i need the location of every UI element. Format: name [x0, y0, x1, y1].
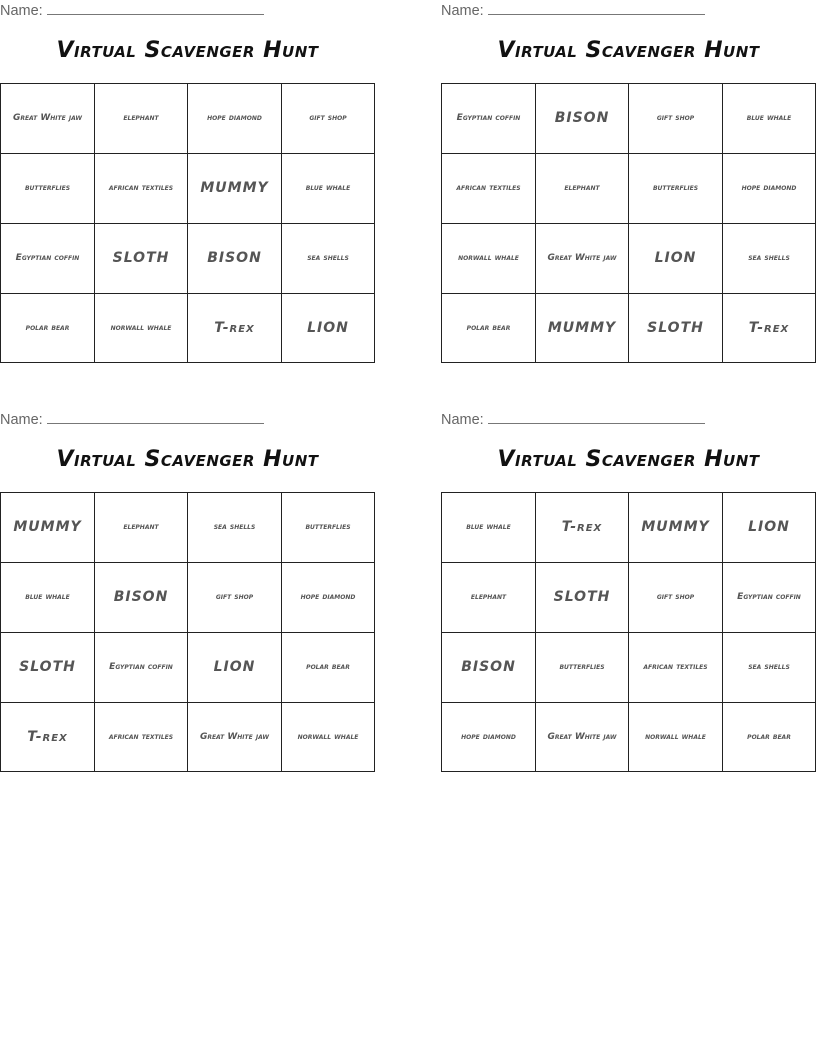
grid-cell: T-rex	[1, 703, 95, 772]
name-label: Name:	[441, 412, 484, 428]
grid-cell: hope diamond	[442, 703, 536, 772]
grid-cell: LION	[282, 294, 375, 363]
bingo-grid	[441, 83, 816, 363]
grid-cell: Great White jaw	[536, 703, 629, 772]
grid-cell: MUMMY	[188, 154, 282, 224]
name-blank[interactable]	[488, 2, 705, 15]
card-title: Virtual Scavenger Hunt	[56, 38, 319, 63]
grid-cell: BISON	[536, 84, 629, 154]
card-title: Virtual Scavenger Hunt	[497, 447, 760, 472]
grid-cell: blue whale	[723, 84, 816, 154]
grid-cell: hope diamond	[282, 563, 375, 633]
grid-cell: norwall whale	[442, 224, 536, 294]
grid-cell: SLOTH	[536, 563, 629, 633]
grid-cell: sea shells	[188, 493, 282, 563]
grid-cell: Great White jaw	[536, 224, 629, 294]
grid-cell: Egyptian coffin	[95, 633, 188, 703]
grid-cell: MUMMY	[536, 294, 629, 363]
grid-cell: T-rex	[188, 294, 282, 363]
grid-cell: BISON	[95, 563, 188, 633]
grid-cell: butterflies	[536, 633, 629, 703]
grid-cell: LION	[723, 493, 816, 563]
name-label: Name:	[441, 3, 484, 19]
grid-cell: african textiles	[95, 154, 188, 224]
name-line	[441, 411, 705, 428]
grid-cell: african textiles	[442, 154, 536, 224]
grid-cell: Egyptian coffin	[442, 84, 536, 154]
grid-cell: polar bear	[1, 294, 95, 363]
grid-cell: african textiles	[95, 703, 188, 772]
grid-cell: MUMMY	[629, 493, 723, 563]
grid-cell: gift shop	[629, 563, 723, 633]
grid-cell: butterflies	[629, 154, 723, 224]
grid-cell: sea shells	[282, 224, 375, 294]
card-title: Virtual Scavenger Hunt	[56, 447, 319, 472]
grid-cell: elephant	[536, 154, 629, 224]
grid-cell: gift shop	[282, 84, 375, 154]
grid-cell: norwall whale	[95, 294, 188, 363]
grid-cell: SLOTH	[95, 224, 188, 294]
grid-cell: Great White jaw	[188, 703, 282, 772]
bingo-grid	[0, 83, 375, 363]
name-line	[0, 2, 264, 19]
name-blank[interactable]	[47, 411, 264, 424]
grid-cell: blue whale	[1, 563, 95, 633]
grid-cell: hope diamond	[188, 84, 282, 154]
grid-cell: MUMMY	[1, 493, 95, 563]
grid-cell: Egyptian coffin	[723, 563, 816, 633]
name-line	[441, 2, 705, 19]
card-title: Virtual Scavenger Hunt	[497, 38, 760, 63]
grid-cell: gift shop	[629, 84, 723, 154]
grid-cell: polar bear	[723, 703, 816, 772]
grid-cell: polar bear	[442, 294, 536, 363]
grid-cell: gift shop	[188, 563, 282, 633]
bingo-grid	[441, 492, 816, 772]
bingo-grid	[0, 492, 375, 772]
grid-cell: elephant	[442, 563, 536, 633]
grid-cell: Egyptian coffin	[1, 224, 95, 294]
grid-cell: Great White jaw	[1, 84, 95, 154]
grid-cell: BISON	[442, 633, 536, 703]
grid-cell: norwall whale	[282, 703, 375, 772]
grid-cell: butterflies	[1, 154, 95, 224]
name-label: Name:	[0, 3, 43, 19]
grid-cell: BISON	[188, 224, 282, 294]
name-line	[0, 411, 264, 428]
grid-cell: sea shells	[723, 224, 816, 294]
grid-cell: polar bear	[282, 633, 375, 703]
grid-cell: elephant	[95, 84, 188, 154]
grid-cell: blue whale	[282, 154, 375, 224]
grid-cell: SLOTH	[629, 294, 723, 363]
grid-cell: T-rex	[536, 493, 629, 563]
name-blank[interactable]	[488, 411, 705, 424]
grid-cell: SLOTH	[1, 633, 95, 703]
name-blank[interactable]	[47, 2, 264, 15]
grid-cell: elephant	[95, 493, 188, 563]
name-label: Name:	[0, 412, 43, 428]
grid-cell: african textiles	[629, 633, 723, 703]
grid-cell: LION	[629, 224, 723, 294]
grid-cell: blue whale	[442, 493, 536, 563]
grid-cell: T-rex	[723, 294, 816, 363]
grid-cell: norwall whale	[629, 703, 723, 772]
grid-cell: butterflies	[282, 493, 375, 563]
grid-cell: sea shells	[723, 633, 816, 703]
grid-cell: LION	[188, 633, 282, 703]
grid-cell: hope diamond	[723, 154, 816, 224]
